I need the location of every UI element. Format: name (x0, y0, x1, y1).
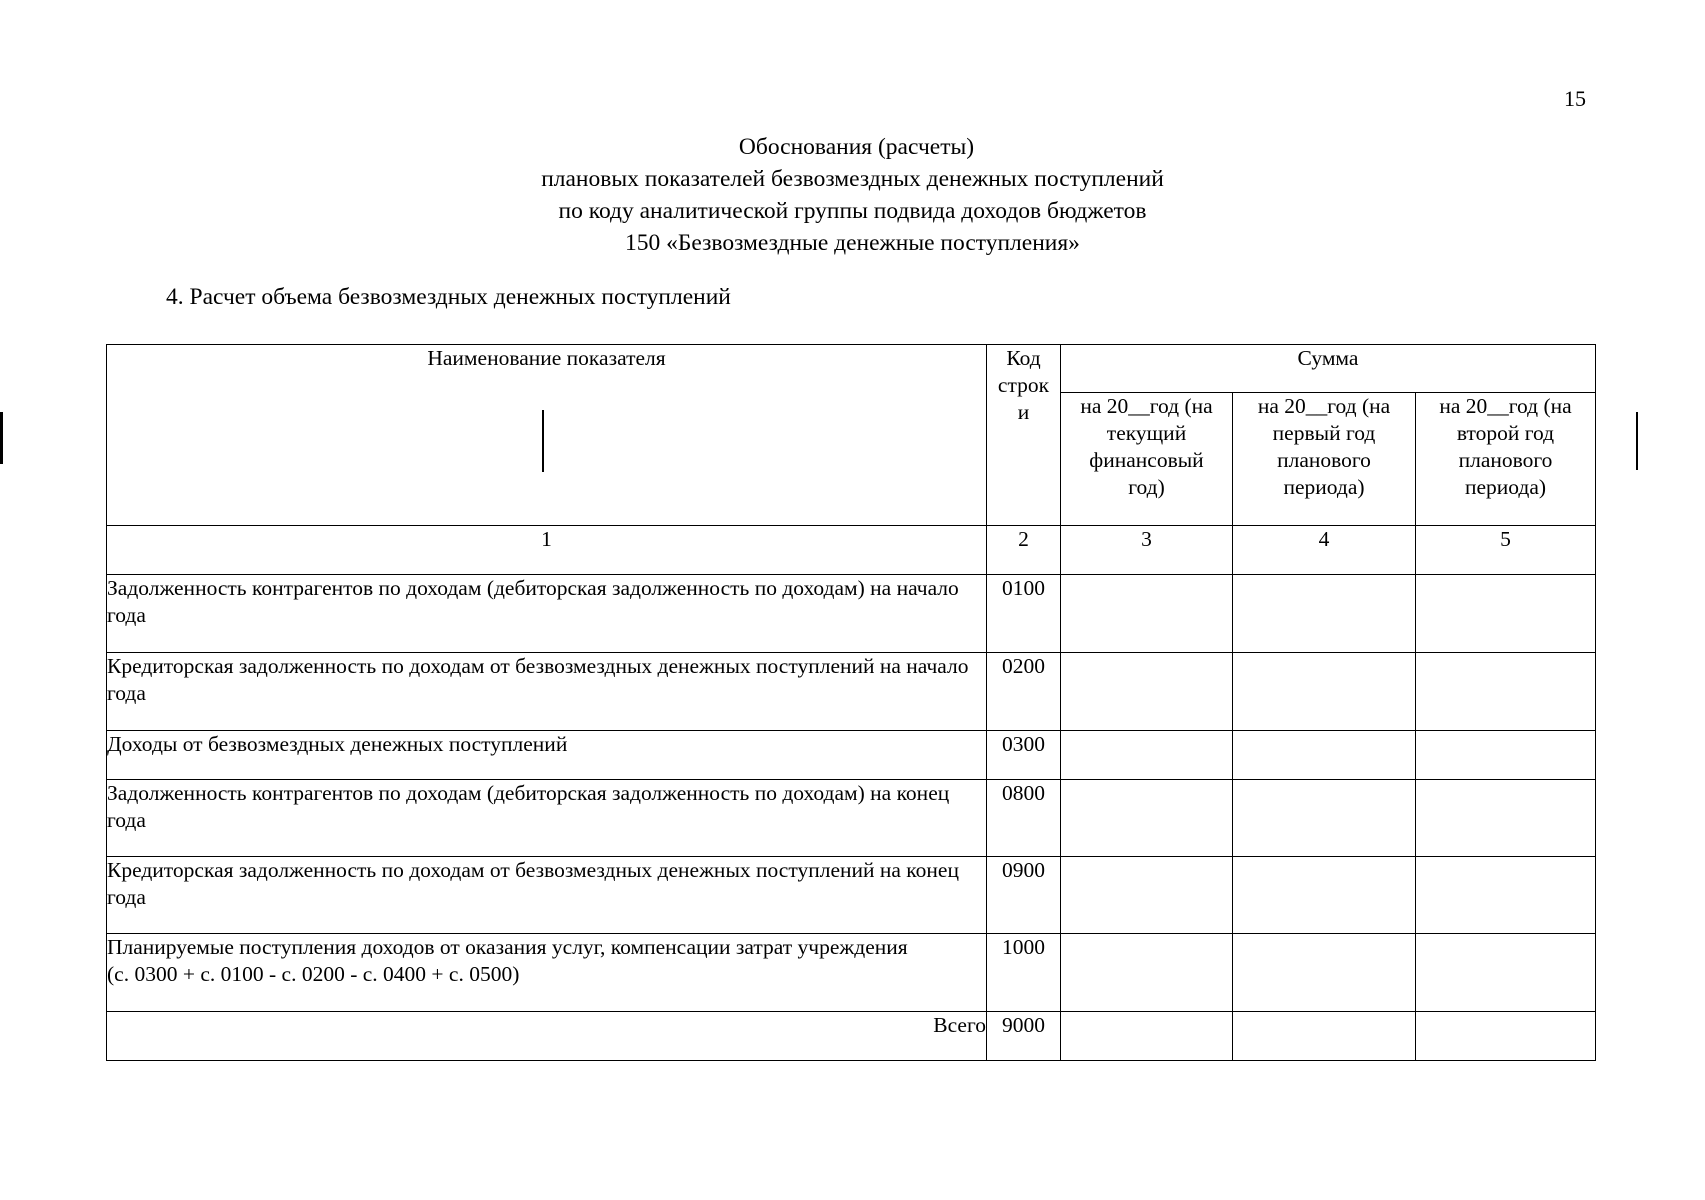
header-sum: Сумма (1061, 345, 1596, 393)
document-title (0, 131, 1705, 259)
row-name: Задолженность контрагентов по доходам (дебиторская задолженность по доходам) на начало года (107, 575, 987, 653)
table-row (107, 780, 1596, 857)
row-name: Планируемые поступления доходов от оказания услуг, компенсации затрат учреждения (с. 0300 + с. 0100 - с. 0200 - с. 0400 + с. 0500) (107, 934, 987, 1012)
value-cell-current-year[interactable] (1061, 653, 1233, 731)
row-code: 0300 (987, 731, 1061, 780)
page-number: 15 (1564, 86, 1586, 111)
table-row (107, 575, 1596, 653)
value-cell-second-plan-year[interactable] (1416, 575, 1596, 653)
value-cell-second-plan-year[interactable] (1416, 934, 1596, 1012)
value-cell-current-year[interactable] (1061, 857, 1233, 934)
column-number-row (107, 526, 1596, 575)
value-cell-current-year[interactable] (1061, 575, 1233, 653)
row-code: 0800 (987, 780, 1061, 857)
title-line-3: по коду аналитической группы подвида доходов бюджетов (558, 198, 1147, 224)
header-code-line2: строк (997, 373, 1050, 397)
row-name: Кредиторская задолженность по доходам от безвозмездных денежных поступлений на начало года (107, 653, 987, 731)
table-row (107, 731, 1596, 780)
total-code: 9000 (987, 1012, 1061, 1061)
value-cell-first-plan-year[interactable] (1233, 731, 1416, 780)
header-current-year: на 20__год (на текущий финансовый год) (1061, 393, 1233, 526)
value-cell-second-plan-year[interactable] (1416, 780, 1596, 857)
row-name: Задолженность контрагентов по доходам (дебиторская задолженность по доходам) на конец года (107, 780, 987, 857)
title-line-4: 150 «Безвозмездные денежные поступления» (625, 230, 1080, 256)
header-indicator-name: Наименование показателя (107, 345, 987, 526)
value-cell-current-year[interactable] (1061, 934, 1233, 1012)
table-row (107, 934, 1596, 1012)
scan-artifact-right (1636, 412, 1638, 470)
total-row (107, 1012, 1596, 1061)
value-cell-second-plan-year[interactable] (1416, 731, 1596, 780)
column-number: 5 (1416, 526, 1596, 575)
scan-artifact-left (0, 412, 3, 464)
header-code-line3: и (1017, 400, 1030, 424)
value-cell-current-year[interactable] (1061, 731, 1233, 780)
total-second-plan-year[interactable] (1416, 1012, 1596, 1061)
value-cell-first-plan-year[interactable] (1233, 857, 1416, 934)
table-row (107, 653, 1596, 731)
value-cell-current-year[interactable] (1061, 780, 1233, 857)
row-code: 1000 (987, 934, 1061, 1012)
column-number: 2 (987, 526, 1061, 575)
header-second-plan-year: на 20__год (на второй год планового периода) (1416, 393, 1596, 526)
section-heading: 4. Расчет объема безвозмездных денежных поступлений (166, 284, 731, 310)
column-number: 1 (107, 526, 987, 575)
header-row-code (987, 345, 1061, 526)
header-first-plan-year: на 20__год (на первый год планового периода) (1233, 393, 1416, 526)
header-code-line1: Код (1006, 346, 1041, 370)
value-cell-second-plan-year[interactable] (1416, 653, 1596, 731)
total-first-plan-year[interactable] (1233, 1012, 1416, 1061)
title-line-1: Обоснования (расчеты) (738, 134, 975, 160)
value-cell-first-plan-year[interactable] (1233, 575, 1416, 653)
value-cell-first-plan-year[interactable] (1233, 653, 1416, 731)
total-label: Всего (107, 1012, 987, 1061)
column-number: 4 (1233, 526, 1416, 575)
calculation-table (106, 344, 1596, 1061)
row-code: 0100 (987, 575, 1061, 653)
row-code: 0200 (987, 653, 1061, 731)
value-cell-first-plan-year[interactable] (1233, 780, 1416, 857)
total-current-year[interactable] (1061, 1012, 1233, 1061)
title-line-2: плановых показателей безвозмездных денежных поступлений (541, 166, 1164, 192)
row-name: Доходы от безвозмездных денежных поступлений (107, 731, 987, 780)
value-cell-first-plan-year[interactable] (1233, 934, 1416, 1012)
row-code: 0900 (987, 857, 1061, 934)
row-name: Кредиторская задолженность по доходам от безвозмездных денежных поступлений на конец года (107, 857, 987, 934)
table-row (107, 857, 1596, 934)
value-cell-second-plan-year[interactable] (1416, 857, 1596, 934)
column-number: 3 (1061, 526, 1233, 575)
